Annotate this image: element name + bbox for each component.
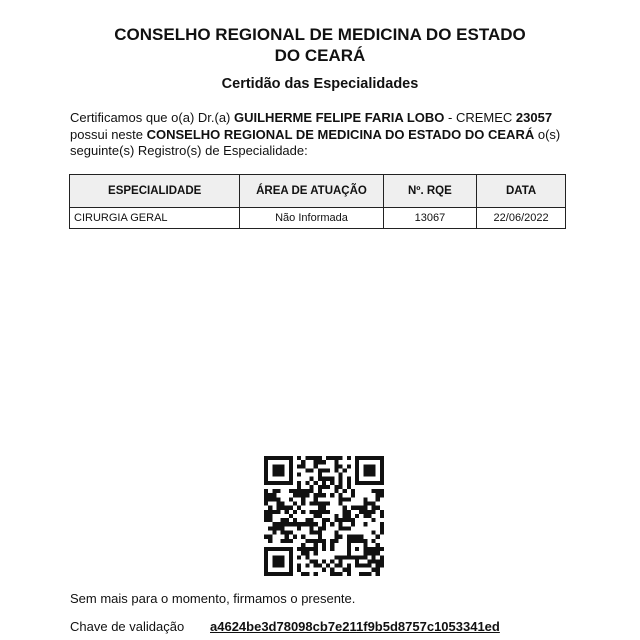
table-header-row — [70, 175, 566, 208]
header-date: DATA — [477, 175, 566, 208]
council-name: CONSELHO REGIONAL DE MEDICINA DO ESTADO DO CEARÁ — [146, 126, 535, 142]
title-line-1: CONSELHO REGIONAL DE MEDICINA DO ESTADO — [114, 25, 526, 44]
header-specialty: ESPECIALIDADE — [70, 175, 240, 208]
validation-key-label: Chave de validação — [70, 619, 185, 634]
cell-date: 22/06/2022 — [477, 208, 566, 229]
specialty-table — [69, 174, 566, 229]
title-line-2: DO CEARÁ — [274, 46, 366, 65]
possui-text: possui neste — [70, 126, 147, 142]
intro-text: Certificamos que o(a) Dr.(a) — [70, 110, 234, 125]
qr-code-icon — [264, 456, 384, 576]
closing-text: Sem mais para o momento, firmamos o presente. — [70, 591, 356, 606]
certification-paragraph — [70, 110, 580, 160]
document-subtitle: Certidão das Especialidades — [221, 76, 419, 92]
cremec-number: 23057 — [515, 110, 553, 125]
cell-area: Não Informada — [240, 208, 383, 229]
header-rqe: Nº. RQE — [383, 175, 477, 208]
cremec-separator: - CREMEC — [444, 110, 516, 125]
validation-key-value: a4624be3d78098cb7e211f9b5d8757c1053341ed — [210, 619, 500, 634]
header-area: ÁREA DE ATUAÇÃO — [240, 175, 383, 208]
doctor-name: GUILHERME FELIPE FARIA LOBO — [234, 110, 445, 125]
outro-text: o(s) seguinte(s) Registro(s) de Especialidade: — [70, 126, 561, 158]
table-row — [70, 208, 566, 229]
cell-rqe: 13067 — [383, 208, 477, 229]
cell-specialty: CIRURGIA GERAL — [70, 208, 240, 229]
document-title — [0, 24, 640, 66]
